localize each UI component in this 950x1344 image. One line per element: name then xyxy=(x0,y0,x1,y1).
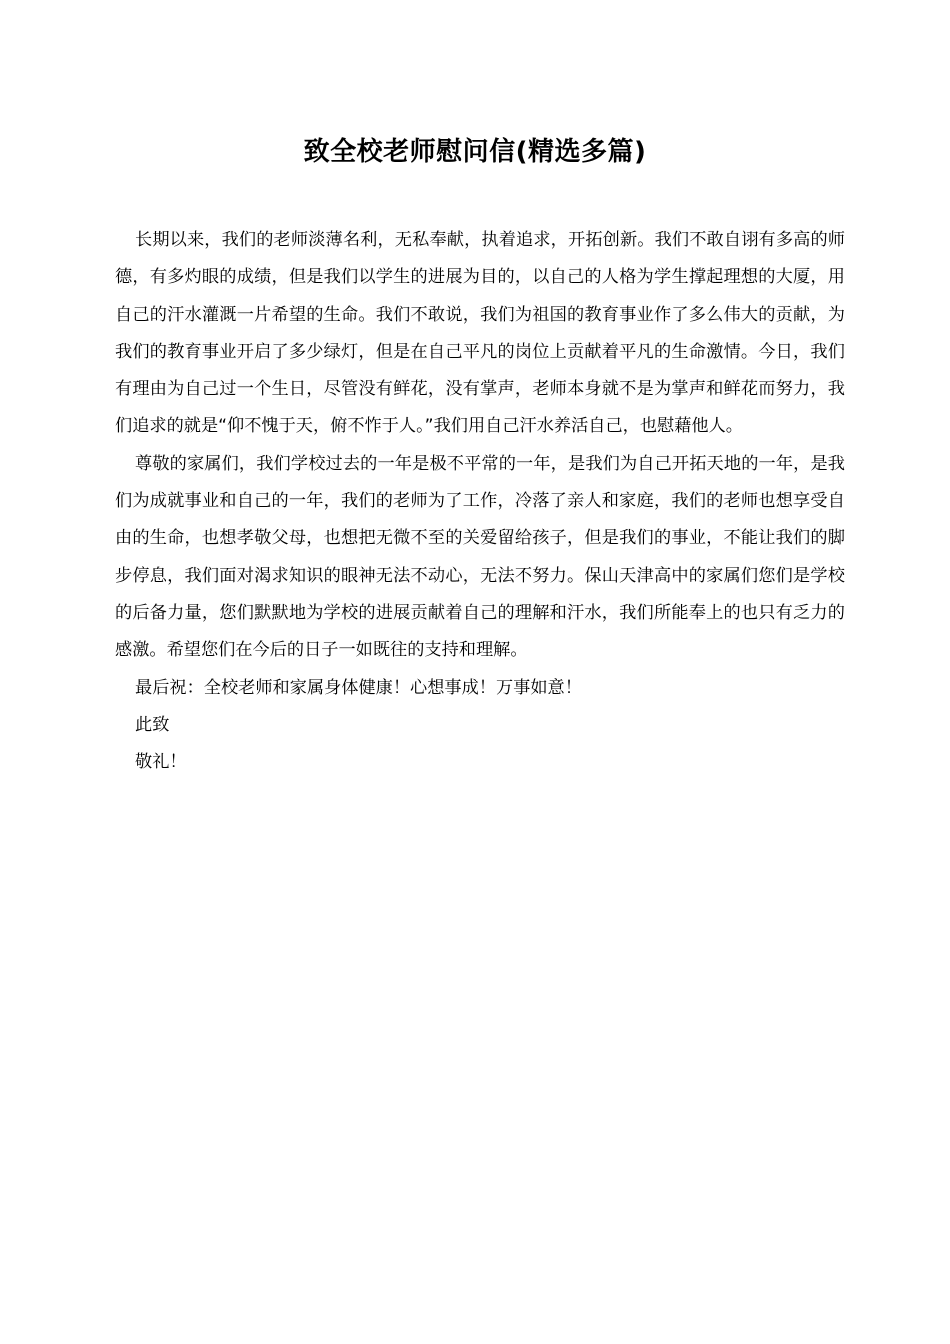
page-title: 致全校老师慰问信(精选多篇) xyxy=(303,137,647,167)
wishes-line: 最后祝：全校老师和家属身体健康！心想事成！万事如意！ xyxy=(135,677,582,698)
closing-respect: 敬礼！ xyxy=(135,752,187,773)
closing-salutation: 此致 xyxy=(135,714,170,735)
paragraph-2: 尊敬的家属们，我们学校过去的一年是极不平常的一年，是我们为自己开拓天地的一年，是我们为成就事业和自己的一年，我们的老师为了工作，冷落了亲人和家庭，我们的老师也想享受自由的生命，也想孝敬父母，也想把无微不至的关爱留给孩子，但是我们的事业，不能让我们的脚步停息，我们面对渴求知识的眼神无法不动心，无法不努力。保山天津高中的家属们您们是学校的后备力量，您们默默地为学校的进展贡献着自己的理解和汗水，我们所能奉上的也只有乏力的感激。希望您们在今后的日子一如既往的支持和理解。 xyxy=(115,453,845,661)
paragraph-1: 长期以来，我们的老师淡薄名利，无私奉献，执着追求，开拓创新。我们不敢自诩有多高的师德，有多灼眼的成绩，但是我们以学生的进展为目的，以自己的人格为学生撑起理想的大厦，用自己的汗水灌溉一片希望的生命。我们不敢说，我们为祖国的教育事业作了多么伟大的贡献，为我们的教育事业开启了多少绿灯，但是在自己平凡的岗位上贡献着平凡的生命激情。今日，我们有理由为自己过一个生日，尽管没有鲜花，没有掌声，老师本身就不是为掌声和鲜花而努力，我们追求的就是“仰不愧于天，俯不怍于人。”我们用自己汗水养活自己，也慰藉他人。 xyxy=(115,230,845,437)
letter-body xyxy=(115,222,845,781)
